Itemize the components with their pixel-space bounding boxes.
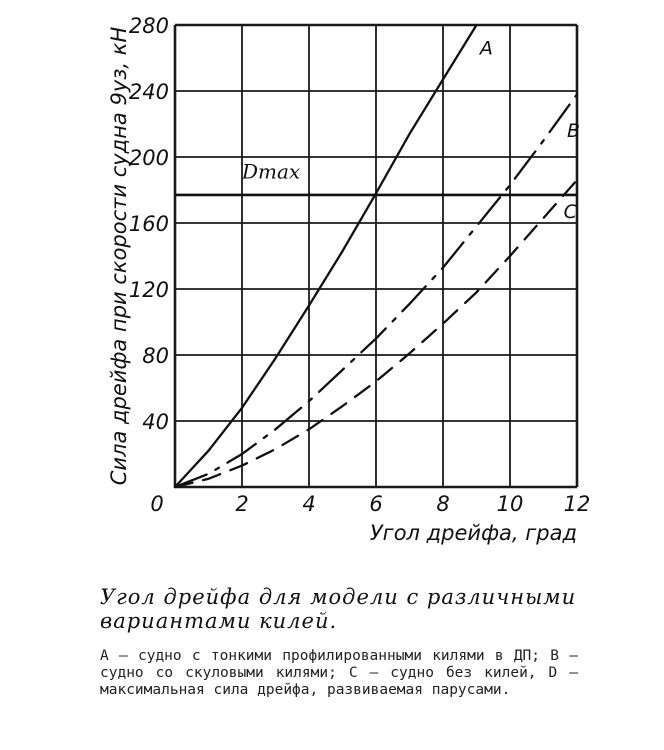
y-tick-label-40: 40 (142, 410, 169, 434)
y-tick-label-200: 200 (128, 146, 169, 170)
series-A-line (175, 25, 477, 487)
tick-labels (129, 14, 590, 516)
curve-label-B: B (566, 120, 580, 143)
x-tick-label-0: 0 (150, 492, 164, 516)
x-tick-label-12: 12 (563, 492, 591, 516)
figure-caption-text: A — судно с тонкими профилированными килями в ДП; B — судно со скуловыми килями; C — судно без килей, D — максимальная сила дрейфа, развиваемая парусами. (100, 648, 578, 698)
y-tick-label-160: 160 (128, 212, 169, 236)
y-tick-label-240: 240 (128, 80, 169, 104)
x-tick-label-6: 6 (369, 492, 383, 516)
y-tick-label-280: 280 (128, 14, 169, 38)
y-tick-label-120: 120 (128, 278, 169, 302)
curve-label-Dmax: Dmax (242, 159, 301, 184)
x-tick-label-10: 10 (496, 492, 524, 516)
x-tick-label-2: 2 (235, 492, 249, 516)
y-axis-label: Сила дрейфа при скорости судна 9уз, кН (107, 26, 131, 486)
x-axis-label: Угол дрейфа, град (369, 521, 577, 545)
y-tick-label-80: 80 (142, 344, 169, 368)
curve-label-A: A (479, 37, 493, 60)
x-tick-label-8: 8 (436, 492, 450, 516)
curve-label-C: C (563, 201, 577, 224)
x-tick-label-4: 4 (302, 492, 316, 516)
figure-caption-title: Угол дрейфа для модели с различными вариантами килей. (100, 585, 577, 633)
